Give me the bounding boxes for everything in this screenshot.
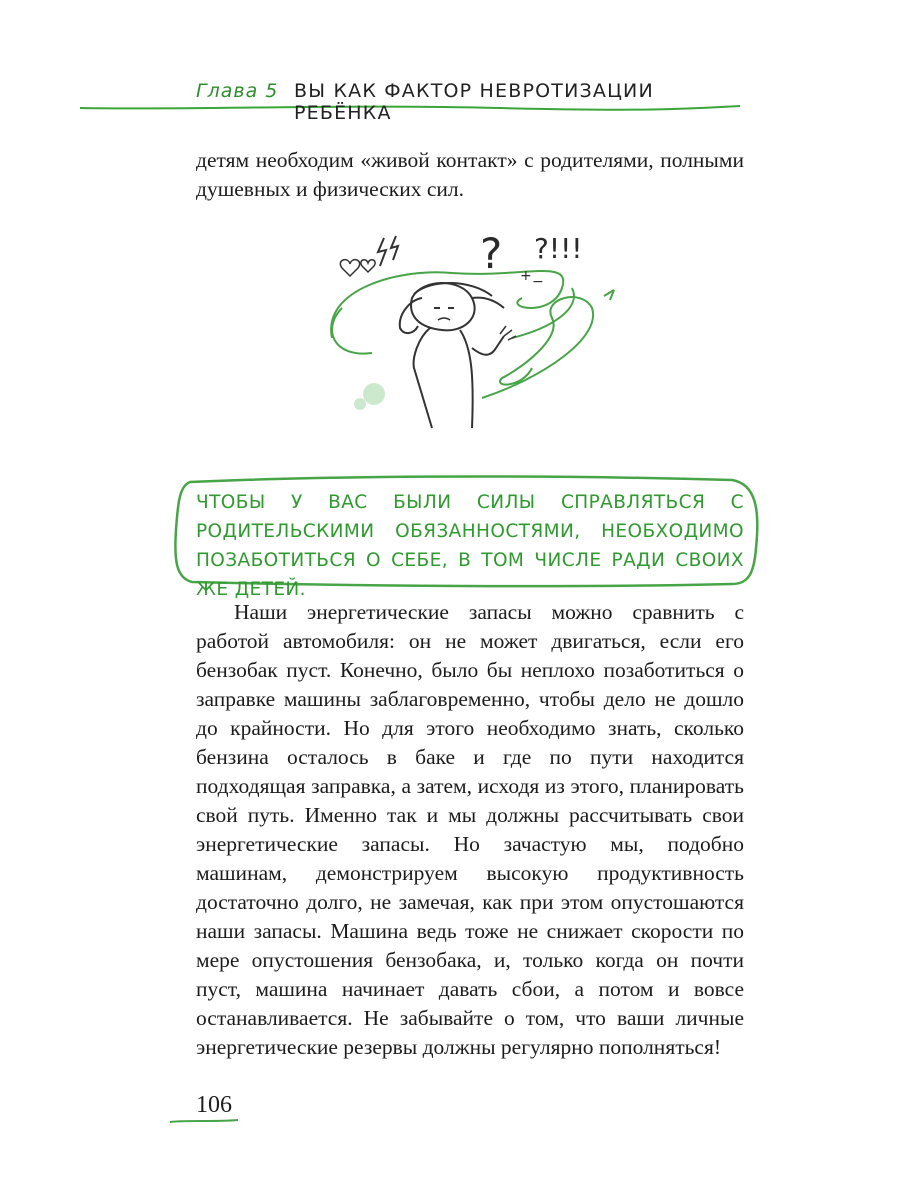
svg-text:+: +: [520, 268, 532, 284]
svg-text:−: −: [532, 274, 544, 290]
chapter-title: ВЫ КАК ФАКТОР НЕВРОТИЗАЦИИ РЕБЁНКА: [294, 80, 654, 124]
callout-box: [172, 470, 762, 600]
stressed-woman-illustration: [322, 218, 622, 438]
intro-paragraph: детям необходим «живой контакт» с родителями, полными душевных и физических сил.: [196, 148, 744, 201]
chapter-label: Глава 5: [196, 80, 279, 102]
page-number: 106: [196, 1092, 232, 1118]
page-header: [196, 78, 736, 124]
svg-text:?!!!: ?!!!: [534, 232, 583, 265]
main-paragraph: Наши энергетические запасы можно сравнить с работой автомобиля: он не может двигаться, если его бензобак пуст. Конечно, было бы неплохо позаботиться о заправке машины заблаговременно, чтобы дело не дошло до крайности. Но для этого необходимо знать, сколько бензина осталось в баке и где по пути находится подходящая заправка, а затем, исходя из этого, планировать свой путь. Именно так и мы должны рассчитывать свои энергетические запасы. Но зачастую мы, подобно машинам, демонстрируем высокую продуктивность достаточно долго, не замечая, как при этом опустошаются наши запасы. Машина ведь тоже не снижает скорости по мере опустошения бензобака, и, только когда он почти пуст, машина начинает давать сбои, а потом и вовсе останавливается. Не забывайте о том, что ваши личные энергетические резервы должны регулярно пополняться!: [196, 600, 744, 1059]
main-text: [196, 598, 744, 1062]
svg-text:?: ?: [480, 229, 503, 278]
callout-text: ЧТОБЫ У ВАС БЫЛИ СИЛЫ СПРАВЛЯТЬСЯ С РОДИТЕЛЬСКИМИ ОБЯЗАННОСТЯМИ, НЕОБХОДИМО ПОЗАБОТИТЬСЯ О СЕБЕ, В ТОМ ЧИСЛЕ РАДИ СВОИХ ЖЕ ДЕТЕЙ.: [196, 492, 744, 600]
